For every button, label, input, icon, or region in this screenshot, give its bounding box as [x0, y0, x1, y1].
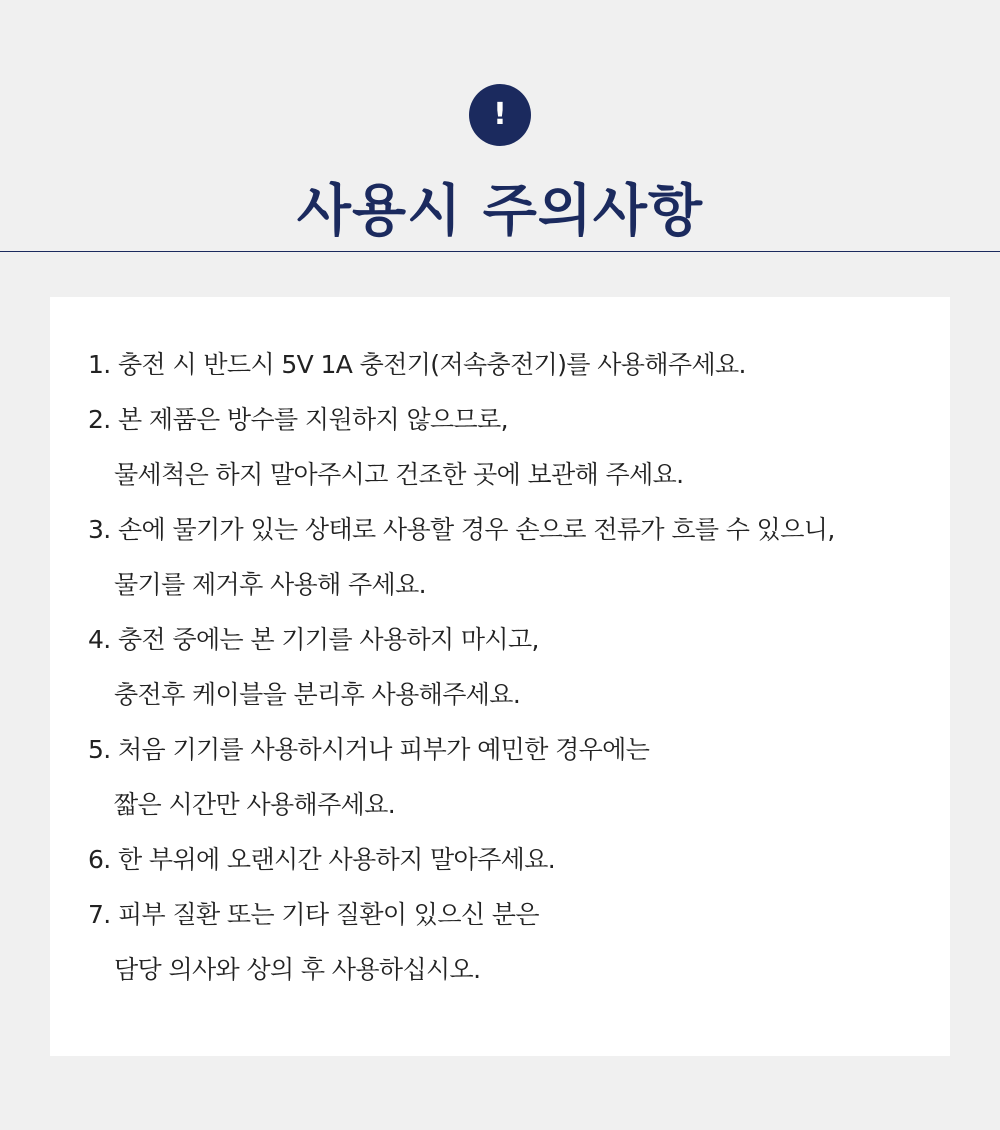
divider — [0, 251, 1000, 252]
notice-list — [88, 337, 835, 997]
notice-2-line-1: 2. 본 제품은 방수를 지원하지 않으므로, — [88, 405, 508, 434]
warning-icon: ! — [469, 84, 531, 146]
notice-6-line-1: 6. 한 부위에 오랜시간 사용하지 말아주세요. — [88, 845, 556, 874]
page-title: 사용시 주의사항 — [296, 179, 704, 244]
notice-3-line-1: 3. 손에 물기가 있는 상태로 사용할 경우 손으로 전류가 흐를 수 있으니, — [88, 515, 835, 544]
notice-7-line-2: 담당 의사와 상의 후 사용하십시오. — [114, 955, 481, 984]
notice-1-line-1: 1. 충전 시 반드시 5V 1A 충전기(저속충전기)를 사용해주세요. — [88, 350, 746, 379]
notice-card — [50, 297, 950, 1056]
notice-5-line-1: 5. 처음 기기를 사용하시거나 피부가 예민한 경우에는 — [88, 735, 650, 764]
notice-3-line-2: 물기를 제거후 사용해 주세요. — [114, 570, 426, 599]
notice-4-line-2: 충전후 케이블을 분리후 사용해주세요. — [114, 680, 521, 709]
notice-5-line-2: 짧은 시간만 사용해주세요. — [114, 790, 396, 819]
notice-7-line-1: 7. 피부 질환 또는 기타 질환이 있으신 분은 — [88, 900, 539, 929]
notice-4-line-1: 4. 충전 중에는 본 기기를 사용하지 마시고, — [88, 625, 539, 654]
notice-2-line-2: 물세척은 하지 말아주시고 건조한 곳에 보관해 주세요. — [114, 460, 684, 489]
